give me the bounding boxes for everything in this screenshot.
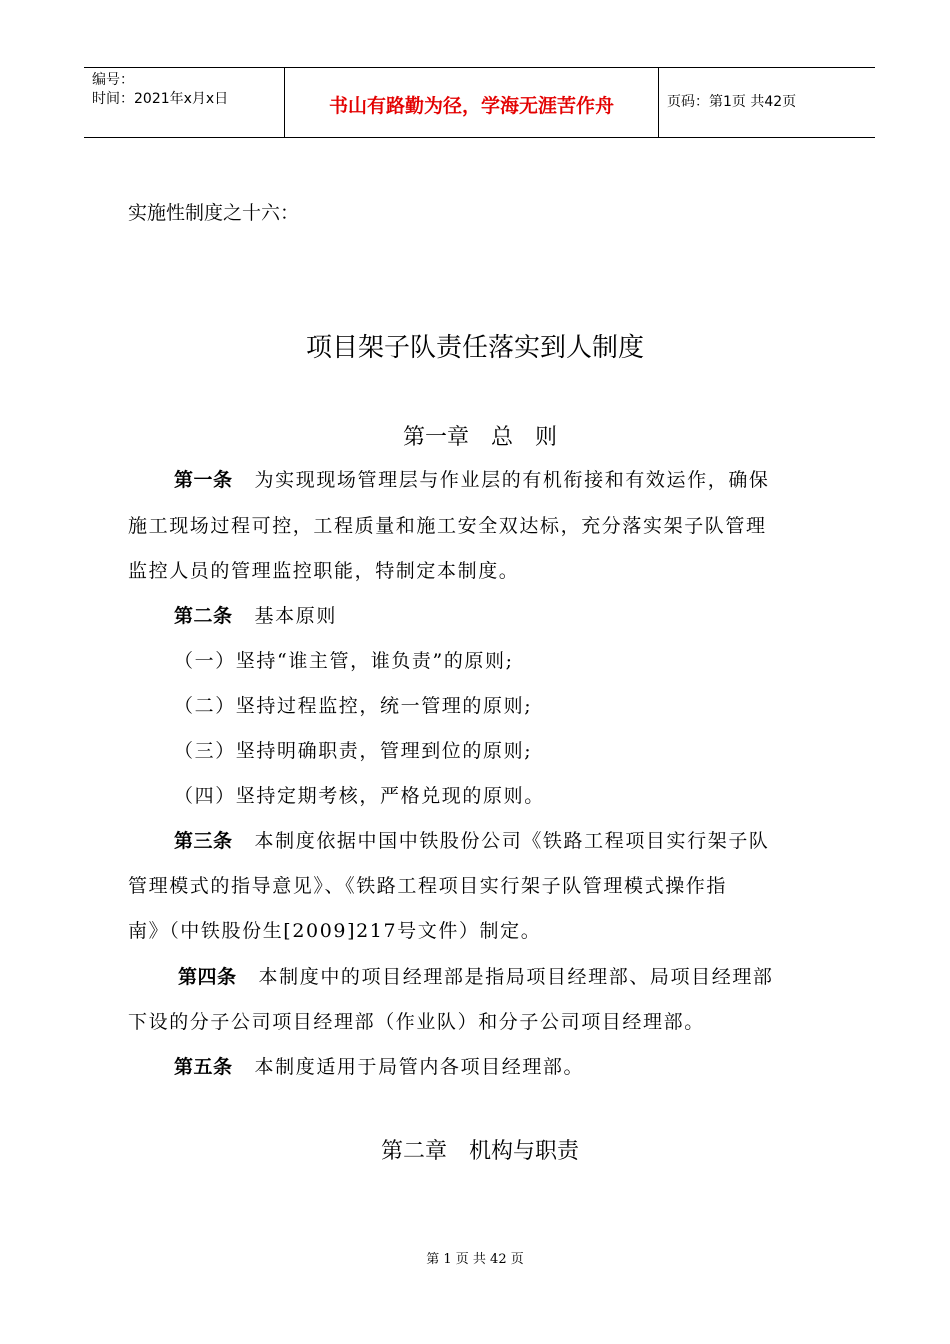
document-time-label: 时间：2021年x月x日	[92, 91, 229, 107]
header-page-info: 页码：第1页 共42页	[667, 94, 797, 110]
principle-2: （二）坚持过程监控，统一管理的原则;	[174, 695, 533, 717]
article-3-text: 本制度依据中国中铁股份公司《铁路工程项目实行架子队	[254, 830, 770, 852]
article-1-line-2: 施工现场过程可控，工程质量和施工安全双达标，充分落实架子队管理	[128, 515, 767, 537]
principle-3: （三）坚持明确职责，管理到位的原则;	[174, 740, 533, 762]
article-1-text: 为实现现场管理层与作业层的有机衔接和有效运作，确保	[254, 469, 770, 491]
article-4-line-1	[178, 962, 774, 989]
article-5	[174, 1052, 584, 1079]
article-1-line-1	[174, 465, 770, 492]
document-title: 项目架子队责任落实到人制度	[305, 333, 644, 363]
article-3-line-3: 南》（中铁股份生[2009]217号文件）制定。	[128, 920, 542, 942]
document-number-label: 编号：	[92, 72, 134, 88]
header-meta-cell	[84, 68, 285, 137]
article-2-text: 基本原则	[254, 605, 337, 627]
article-4-line-2: 下设的分子公司项目经理部（作业队）和分子公司项目经理部。	[128, 1011, 705, 1033]
chapter-1-heading: 第一章 总 则	[402, 425, 557, 450]
article-1-line-3: 监控人员的管理监控职能，特制定本制度。	[128, 560, 520, 582]
article-5-label: 第五条	[174, 1056, 233, 1078]
page-footer: 第 1 页 共 42 页	[426, 1252, 524, 1267]
article-3-line-2: 管理模式的指导意见》、《铁路工程项目实行架子队管理模式操作指	[128, 875, 728, 897]
header-page-cell	[659, 68, 875, 137]
article-2	[174, 601, 337, 628]
principle-1: （一）坚持“谁主管，谁负责”的原则;	[174, 650, 514, 672]
chapter-2-heading: 第二章 机构与职责	[380, 1139, 579, 1164]
header-motto: 书山有路勤为径，学海无涯苦作舟	[328, 95, 614, 117]
header-motto-cell	[285, 68, 659, 137]
article-1-label: 第一条	[174, 469, 233, 491]
series-label: 实施性制度之十六：	[128, 202, 300, 224]
article-4-label: 第四条	[178, 966, 237, 988]
article-4-text: 本制度中的项目经理部是指局项目经理部、局项目经理部	[258, 966, 774, 988]
article-3-label: 第三条	[174, 830, 233, 852]
principle-4: （四）坚持定期考核，严格兑现的原则。	[174, 785, 545, 807]
article-3-line-1	[174, 826, 770, 853]
article-5-text: 本制度适用于局管内各项目经理部。	[254, 1056, 585, 1078]
article-2-label: 第二条	[174, 605, 233, 627]
page-header	[84, 67, 875, 138]
